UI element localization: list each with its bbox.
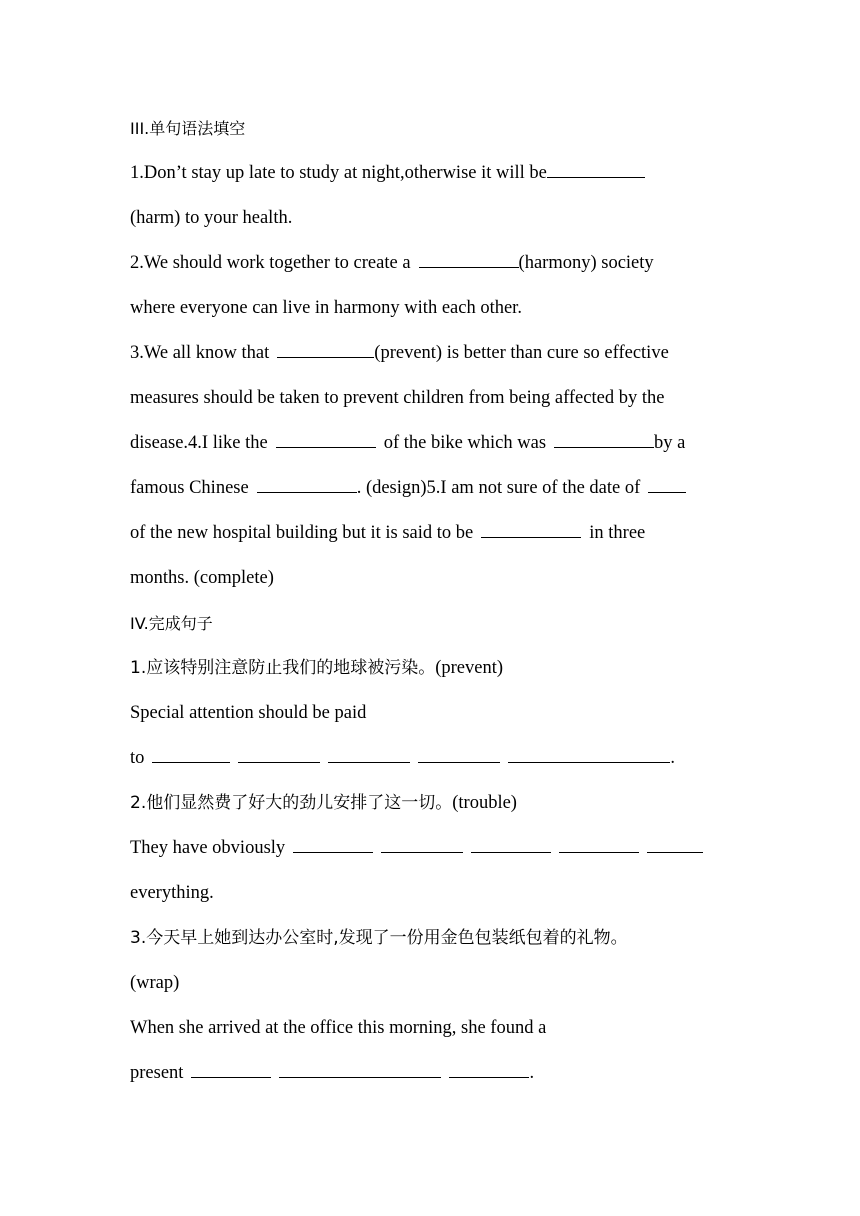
question-5-line-2: months. (complete) <box>130 568 274 588</box>
sentence-3-hint: (wrap) <box>130 973 180 993</box>
sentence-2-english-line-1 <box>130 836 740 860</box>
question-1-line-1 <box>130 161 740 185</box>
sentence-1-suffix: . <box>670 748 676 768</box>
sentence-2-english-line-2: everything. <box>130 883 214 903</box>
question-3-text-a: 3.We all know that <box>130 343 270 363</box>
sentence-2-chinese <box>130 791 740 815</box>
answer-blank[interactable] <box>418 746 500 763</box>
sentence-1-chinese <box>130 656 740 680</box>
answer-blank[interactable] <box>471 836 551 853</box>
sentence-3-prefix: present <box>130 1063 184 1083</box>
question-4-text-b: of the bike which was <box>383 433 547 453</box>
sentence-1-english-line-2 <box>130 746 740 770</box>
answer-blank[interactable] <box>328 746 410 763</box>
sentence-1-chinese-text: 1.应该特别注意防止我们的地球被污染。 <box>130 658 436 678</box>
sentence-2-chinese-text: 2.他们显然费了好大的劲儿安排了这一切。 <box>130 793 453 813</box>
question-2-text-a: 2.We should work together to create a <box>130 253 411 273</box>
answer-blank[interactable] <box>647 836 703 853</box>
sentence-3-english-line-1: When she arrived at the office this morning, she found a <box>130 1018 547 1038</box>
answer-blank[interactable] <box>648 476 686 493</box>
question-5-text-c: in three <box>589 523 646 543</box>
sentence-1-prefix: to <box>130 748 145 768</box>
sentence-1-hint: (prevent) <box>435 658 504 678</box>
answer-blank[interactable] <box>419 251 519 268</box>
question-2-line-2: where everyone can live in harmony with each other. <box>130 298 522 318</box>
question-2-line-1 <box>130 251 740 275</box>
answer-blank[interactable] <box>554 431 654 448</box>
answer-blank[interactable] <box>238 746 320 763</box>
question-4-line-2 <box>130 476 740 500</box>
section-4-heading: IV.完成句子 <box>130 614 213 633</box>
question-1-text: 1.Don’t stay up late to study at night,otherwise it will be <box>130 163 547 183</box>
answer-blank[interactable] <box>276 431 376 448</box>
sentence-3-suffix: . <box>529 1063 535 1083</box>
answer-blank[interactable] <box>279 1061 441 1078</box>
question-4-text-a: disease.4.I like the <box>130 433 268 453</box>
answer-blank[interactable] <box>481 521 581 538</box>
answer-blank[interactable] <box>381 836 463 853</box>
section-3-heading: III.单句语法填空 <box>130 119 246 138</box>
question-5-line-1 <box>130 521 740 545</box>
answer-blank[interactable] <box>191 1061 271 1078</box>
question-1-line-2: (harm) to your health. <box>130 208 293 228</box>
question-4-text-c: by a <box>654 433 686 453</box>
answer-blank[interactable] <box>293 836 373 853</box>
answer-blank[interactable] <box>547 161 645 178</box>
answer-blank[interactable] <box>508 746 670 763</box>
question-3-line-2: measures should be taken to prevent children from being affected by the <box>130 388 665 408</box>
question-4-text-d: famous Chinese <box>130 478 249 498</box>
sentence-1-english-line-1: Special attention should be paid <box>130 703 367 723</box>
answer-blank[interactable] <box>449 1061 529 1078</box>
answer-blank[interactable] <box>257 476 357 493</box>
question-3-line-3 <box>130 431 740 455</box>
answer-blank[interactable] <box>277 341 374 358</box>
question-5-text-a: . (design)5.I am not sure of the date of <box>356 478 641 498</box>
question-2-text-b: (harmony) society <box>518 253 654 273</box>
question-5-text-b: of the new hospital building but it is said to be <box>130 523 474 543</box>
sentence-3-english-line-2 <box>130 1061 740 1085</box>
sentence-2-hint: (trouble) <box>452 793 517 813</box>
sentence-2-prefix: They have obviously <box>130 838 286 858</box>
question-3-line-1 <box>130 341 740 365</box>
question-3-text-b: (prevent) is better than cure so effective <box>374 343 669 363</box>
answer-blank[interactable] <box>152 746 230 763</box>
sentence-3-chinese: 3.今天早上她到达办公室时,发现了一份用金色包装纸包着的礼物。 <box>130 928 628 948</box>
answer-blank[interactable] <box>559 836 639 853</box>
